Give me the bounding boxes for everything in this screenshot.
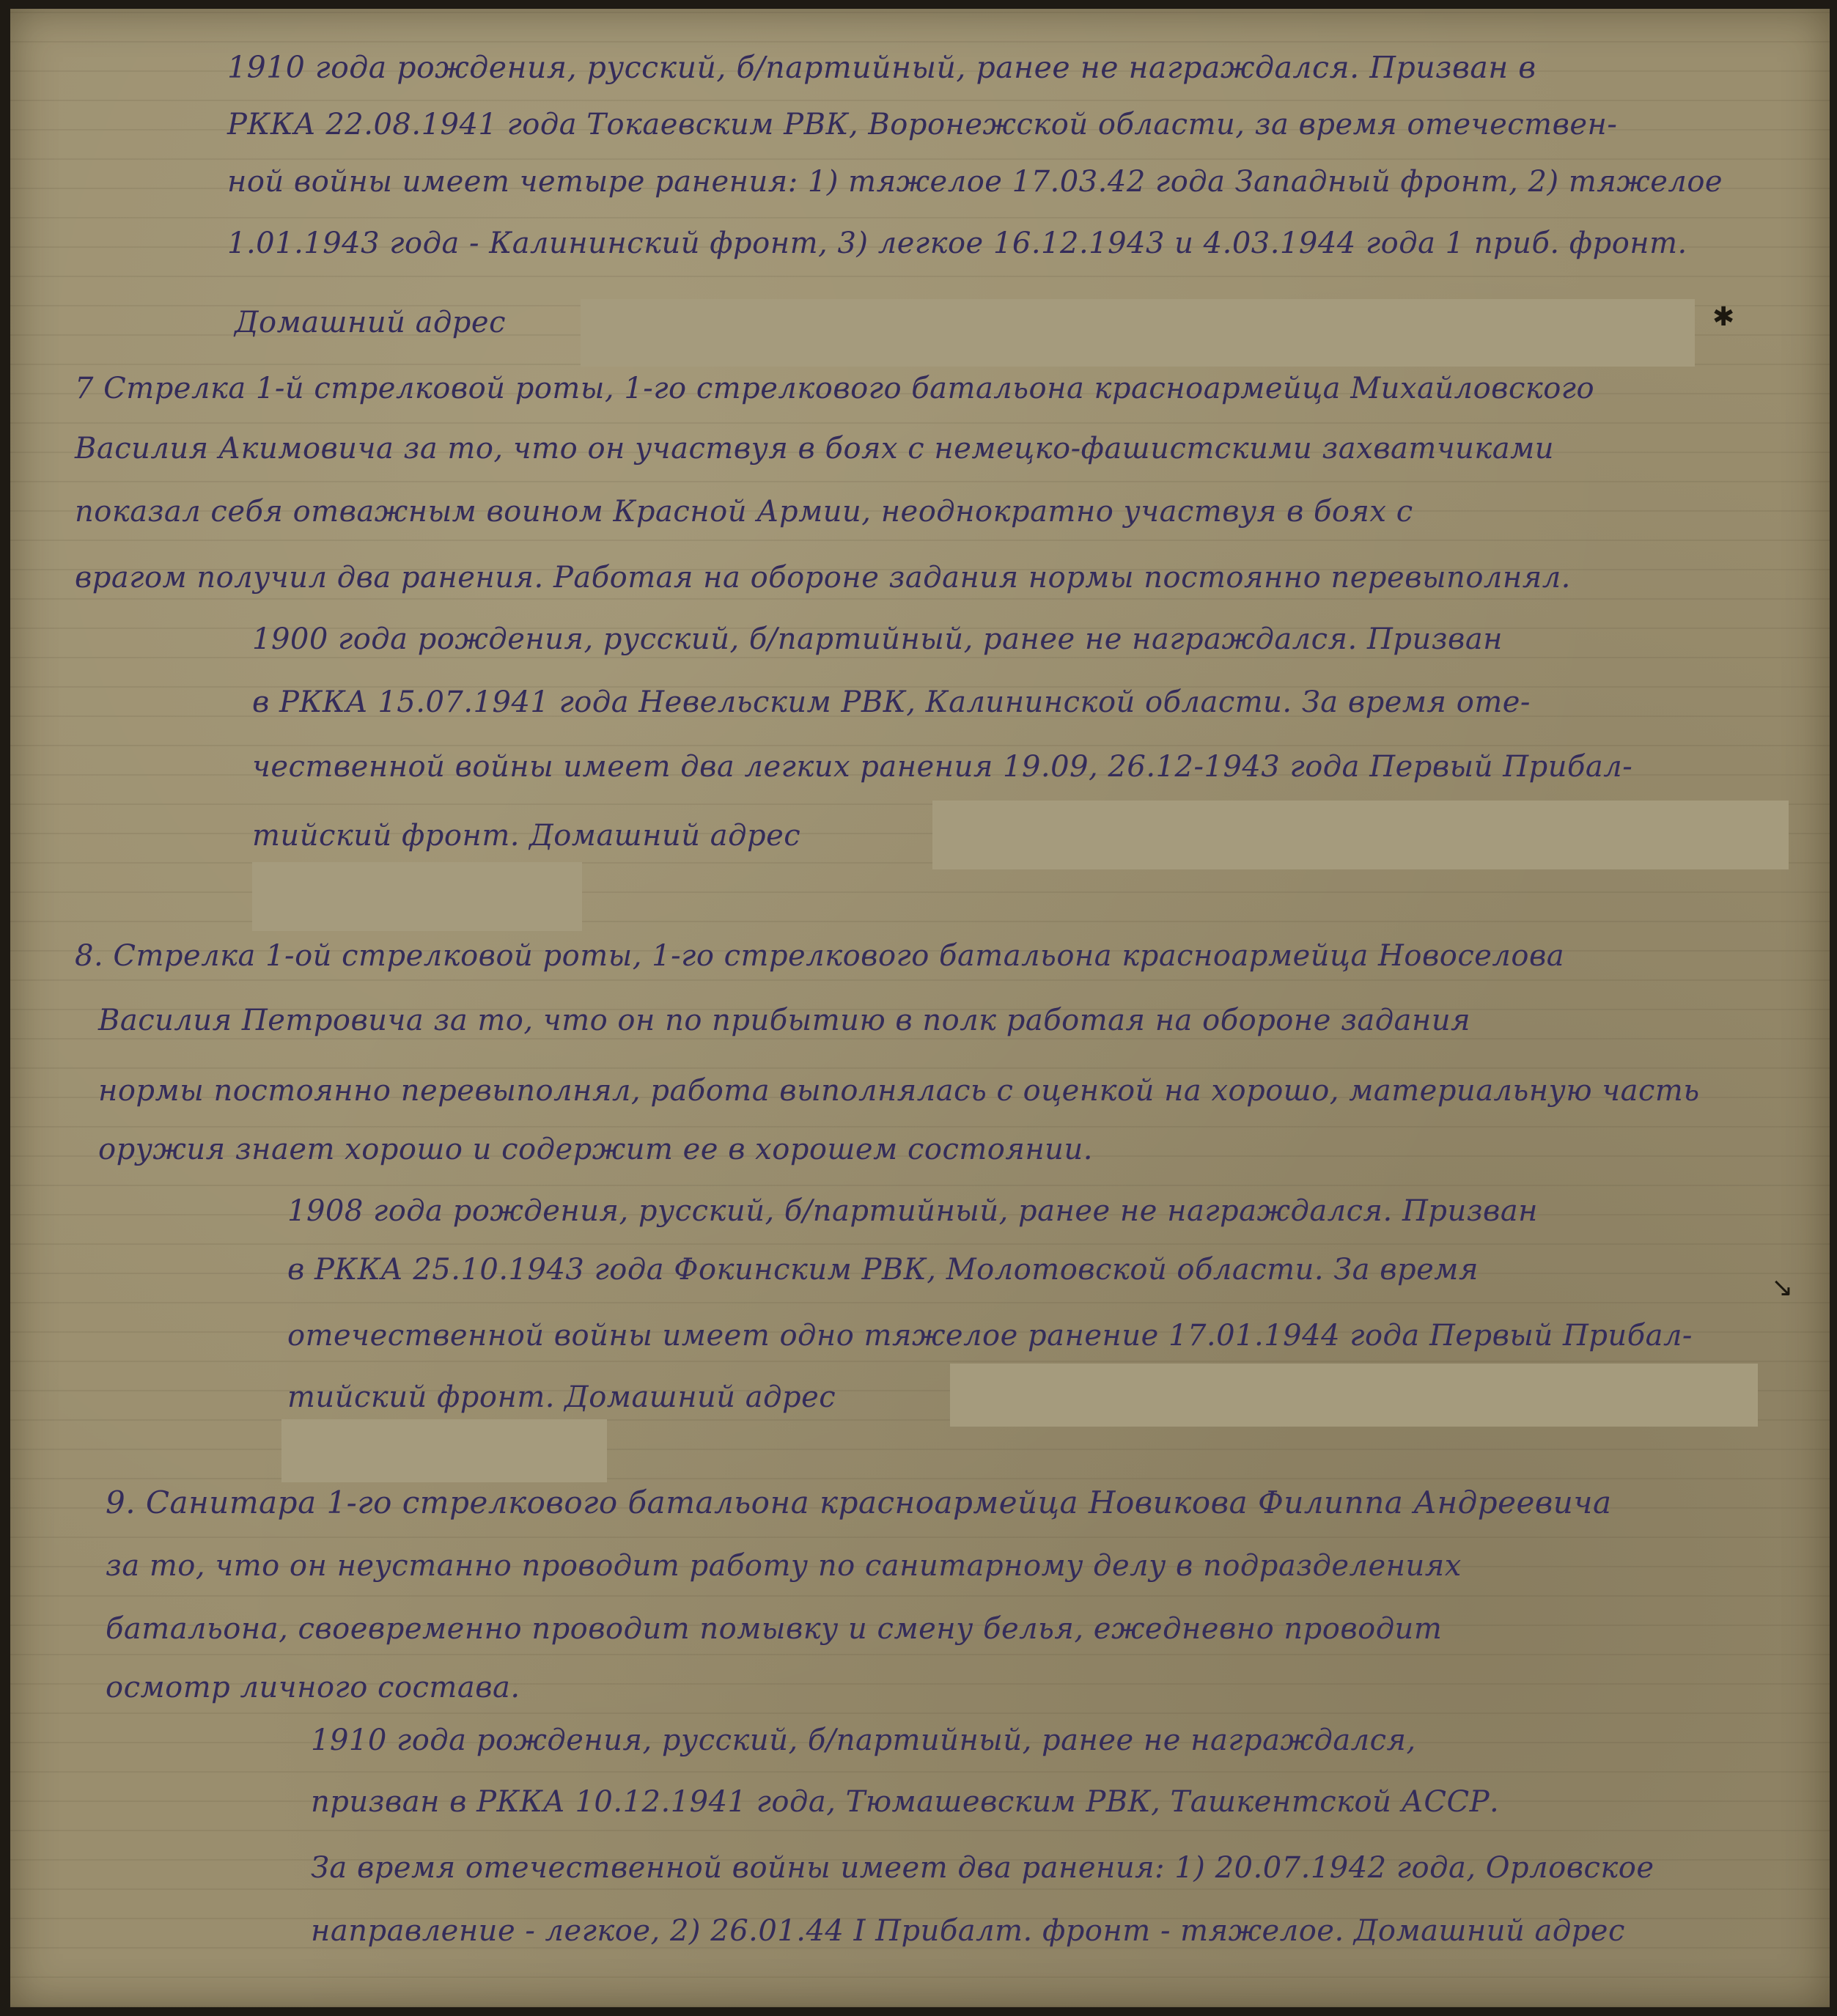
- document-page: [10, 9, 1830, 2007]
- entry-line: оружия знает хорошо и содержит ее в хорошем состоянии.: [98, 1133, 1093, 1166]
- entry-line: Василия Акимовича за то, что он участвуя в боях с немецко-фашистскими захватчиками: [75, 432, 1555, 466]
- entry-line: За время отечественной войны имеет два ранения: 1) 20.07.1942 года, Орловское: [311, 1851, 1654, 1885]
- entry-line: чественной войны имеет два легких ранения 19.09, 26.12-1943 года Первый Прибал-: [252, 750, 1633, 784]
- entry-line: 9. Санитара 1-го стрелкового батальона красноармейца Новикова Филиппа Андреевича: [106, 1485, 1612, 1520]
- margin-mark: ↘: [1771, 1273, 1794, 1303]
- redacted-address-continued: [252, 862, 582, 931]
- entry-line: в РККА 15.07.1941 года Невельским РВК, Калининской области. За время оте-: [252, 685, 1531, 719]
- redacted-address: [581, 299, 1695, 367]
- entry-line: ной войны имеет четыре ранения: 1) тяжелое 17.03.42 года Западный фронт, 2) тяжелое: [227, 165, 1723, 199]
- address-label: тийский фронт. Домашний адрес: [287, 1380, 836, 1414]
- entry-line: направление - легкое, 2) 26.01.44 I Прибалт. фронт - тяжелое. Домашний адрес: [311, 1914, 1625, 1948]
- entry-line: в РККА 25.10.1943 года Фокинским РВК, Молотовской области. За время: [287, 1253, 1479, 1287]
- entry-line: 8. Стрелка 1-ой стрелковой роты, 1-го стрелкового батальона красноармейца Новоселова: [75, 939, 1565, 973]
- entry-line: нормы постоянно перевыполнял, работа выполнялась с оценкой на хорошо, материальную часть: [98, 1074, 1700, 1108]
- entry-line: 7 Стрелка 1-й стрелковой роты, 1-го стрелкового батальона красноармейца Михайловского: [75, 372, 1595, 405]
- redacted-address: [950, 1364, 1758, 1427]
- entry-line: Василия Петровича за то, что он по прибытию в полк работая на обороне задания: [98, 1004, 1471, 1037]
- redacted-address: [932, 801, 1789, 869]
- address-label: тийский фронт. Домашний адрес: [252, 819, 801, 853]
- entry-line: 1900 года рождения, русский, б/партийный, ранее не награждался. Призван: [252, 622, 1503, 656]
- address-label: Домашний адрес: [235, 306, 506, 339]
- entry-line: 1910 года рождения, русский, б/партийный, ранее не награждался. Призван в: [227, 50, 1536, 85]
- entry-line: 1908 года рождения, русский, б/партийный, ранее не награждался. Призван: [287, 1194, 1539, 1228]
- entry-line: за то, что он неустанно проводит работу по санитарному делу в подразделениях: [106, 1549, 1462, 1583]
- entry-line: батальона, своевременно проводит помывку и смену белья, ежедневно проводит: [106, 1612, 1443, 1646]
- entry-line: 1.01.1943 года - Калининский фронт, 3) легкое 16.12.1943 и 4.03.1944 года 1 приб. фронт.: [227, 227, 1687, 260]
- entry-line: РККА 22.08.1941 года Токаевским РВК, Воронежской области, за время отечествен-: [227, 108, 1618, 141]
- entry-line: отечественной войны имеет одно тяжелое ранение 17.01.1944 года Первый Прибал-: [287, 1319, 1693, 1353]
- redacted-address-continued: [281, 1419, 607, 1482]
- margin-mark: ✱: [1712, 302, 1735, 332]
- entry-line: врагом получил два ранения. Работая на обороне задания нормы постоянно перевыполнял.: [75, 561, 1571, 595]
- entry-line: осмотр личного состава.: [106, 1671, 520, 1704]
- entry-line: 1910 года рождения, русский, б/партийный, ранее не награждался,: [311, 1723, 1416, 1757]
- entry-line: призван в РККА 10.12.1941 года, Тюмашевским РВК, Ташкентской АССР.: [311, 1785, 1500, 1819]
- entry-line: показал себя отважным воином Красной Армии, неоднократно участвуя в боях с: [75, 495, 1413, 529]
